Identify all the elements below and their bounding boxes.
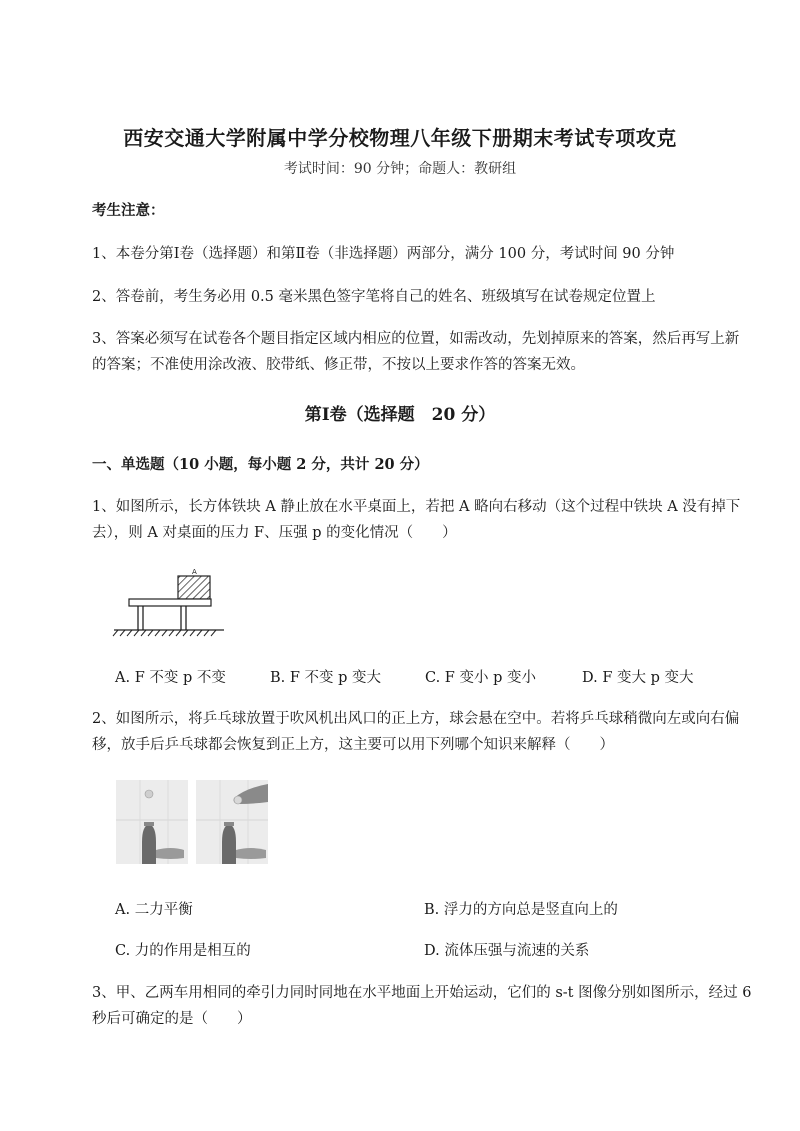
ground-hatch-mark [183, 630, 188, 636]
ground-hatch-mark [211, 630, 216, 636]
section-title: 第Ⅰ卷（选择题 20 分） [304, 405, 496, 425]
ground-hatch-mark [197, 630, 202, 636]
question-2-option-a[interactable]: A. 二力平衡 [115, 902, 193, 918]
page-title: 西安交通大学附属中学分校物理八年级下册期末考试专项攻克 [123, 126, 677, 150]
question-2-option-c[interactable]: C. 力的作用是相互的 [115, 943, 251, 959]
ping-pong-ball [145, 790, 153, 798]
question-1-figure [112, 566, 228, 638]
ground-hatch-mark [162, 630, 167, 636]
ground-hatch-mark [148, 630, 153, 636]
question-2-option-d[interactable]: D. 流体压强与流速的关系 [424, 943, 590, 959]
question-2-photo-1 [116, 780, 188, 864]
ground-hatch-mark [169, 630, 174, 636]
hair-dryer [142, 824, 156, 864]
hair-dryer [222, 824, 236, 864]
ground-hatch-mark [190, 630, 195, 636]
block-label: A [192, 568, 197, 576]
ground-hatch-mark [176, 630, 181, 636]
question-2-photo-2 [196, 780, 268, 864]
question-2-stem: 2、如图所示，将乒乓球放置于吹风机出风口的正上方，球会悬在空中。若将乒乓球稍微向左或向右偏移，放手后乒乓球都会恢复到正上方，这主要可以用下列哪个知识来解释（ ） [92, 711, 740, 753]
notice-item-2: 2、答卷前，考生务必用 0.5 毫米黑色签字笔将自己的姓名、班级填写在试卷规定位置上 [92, 289, 656, 305]
ground-hatch-mark [141, 630, 146, 636]
question-1-option-a[interactable]: A. F 不变 p 不变 [115, 670, 226, 686]
ground-hatch-mark [134, 630, 139, 636]
ground-hatch-mark [127, 630, 132, 636]
question-3-stem: 3、甲、乙两车用相同的牵引力同时同地在水平地面上开始运动，它们的 s-t 图像分别如图所示，经过 6 秒后可确定的是（ ） [92, 985, 752, 1027]
page-subtitle: 考试时间：90 分钟；命题人：教研组 [283, 161, 517, 177]
ground-hatch-mark [155, 630, 160, 636]
iron-block-a [178, 576, 210, 599]
notice-item-1: 1、本卷分第Ⅰ卷（选择题）和第Ⅱ卷（非选择题）两部分，满分 100 分，考试时间 90 分钟 [92, 246, 675, 262]
notice-item-3: 3、答案必须写在试卷各个题目指定区域内相应的位置，如需改动，先划掉原来的答案，然后再写上新的答案；不准使用涂改液、胶带纸、修正带，不按以上要求作答的答案无效。 [92, 331, 740, 373]
notice-heading: 考生注意： [92, 202, 165, 219]
part-heading: 一、单选题（10 小题，每小题 2 分，共计 20 分） [92, 456, 429, 473]
question-2-option-b[interactable]: B. 浮力的方向总是竖直向上的 [424, 902, 618, 918]
question-1-option-b[interactable]: B. F 不变 p 变大 [270, 670, 382, 686]
ping-pong-ball [234, 796, 242, 804]
question-1-stem: 1、如图所示，长方体铁块 A 静止放在水平桌面上，若把 A 略向右移动（这个过程中铁块 A 没有掉下去），则 A 对桌面的压力 F、压强 p 的变化情况（ ） [92, 499, 741, 541]
question-1-option-d[interactable]: D. F 变大 p 变大 [582, 670, 694, 686]
question-1-option-c[interactable]: C. F 变小 p 变小 [425, 670, 536, 686]
table-top [129, 599, 211, 606]
ground-hatch-mark [120, 630, 125, 636]
ground-hatch-mark [204, 630, 209, 636]
ground-hatch-mark [113, 630, 118, 636]
